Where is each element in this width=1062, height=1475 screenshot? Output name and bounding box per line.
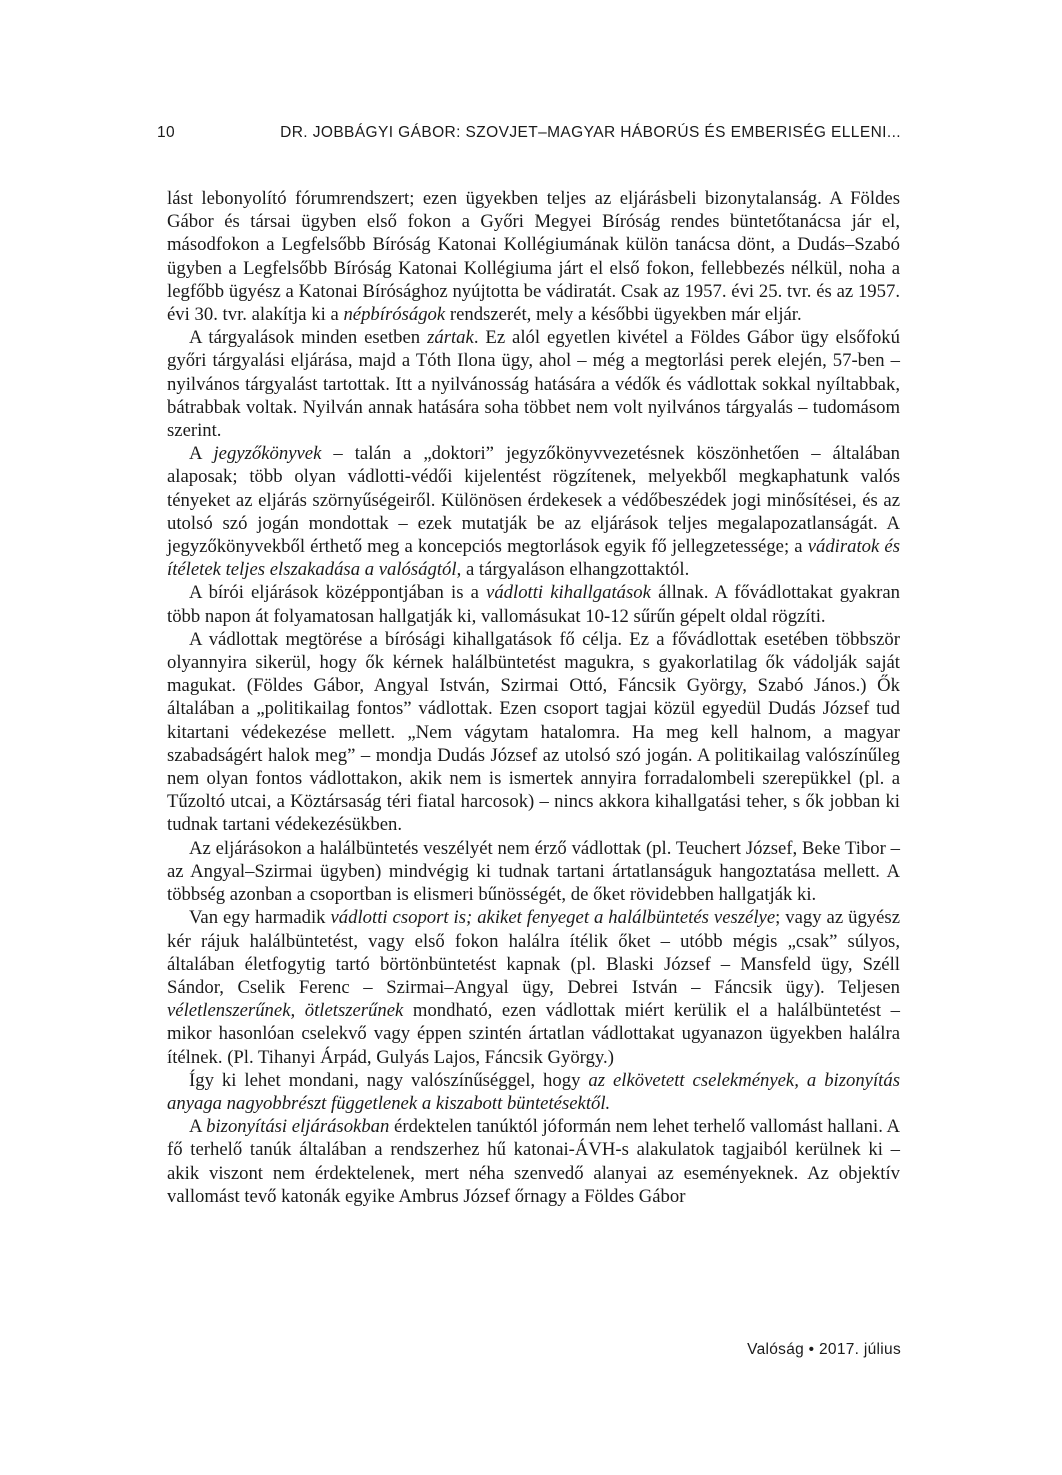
- paragraph: [167, 442, 900, 581]
- text-run: A tárgyalások minden esetben: [189, 327, 428, 349]
- text-run: Van egy harmadik: [189, 907, 331, 929]
- italic-text: népbíróságok: [343, 304, 446, 326]
- italic-text: bizonyítási eljárásokban: [206, 1116, 390, 1138]
- paragraph: [167, 837, 900, 907]
- paragraph: [167, 187, 900, 326]
- text-run: mondható, ezen vádlottak miért kerülik el a halálbüntetést – mikor hasonlóan cselekvő vagy éppen szintén ártatlan vádlottakat ugyanazon ügyekben halálra ítélnek. (Pl. Tihanyi Árpád, Gulyás Lajos, Fáncsik György.): [167, 1000, 900, 1068]
- text-run: rendszerét, mely a későbbi ügyekben már eljár.: [445, 304, 802, 326]
- text-run: , a tárgyaláson elhangzottaktól.: [456, 559, 690, 581]
- text-run: – talán a „doktori” jegyzőkönyvvezetésnek köszönhetően – általában alaposak; több olyan vádlotti-védői kijelentést rögzítenek, melyekből megkaphatunk valós tényeket az eljárás szörnyűségeiről. Különösen érdekesek a védőbeszédek jogi minősítései, és az utolsó szó jogán mondottak – ezek mutatják be az eljárások teljes megalapozatlanságát. A jegyzőkönyvekből érthető meg a koncepciós megtorlások egyik fő jellegzetessége; a: [167, 443, 900, 558]
- italic-text: vádiratok és ítéletek teljes elszakadása a valóságtól: [167, 536, 900, 581]
- paragraph: [167, 581, 900, 627]
- text-run: A: [189, 1116, 207, 1138]
- text-run: állnak. A fővádlottakat gyakran több napon át folyamatosan hallgatják ki, vallomásukat 10-12 sűrűn gépelt oldal rögzíti.: [167, 582, 900, 627]
- article-body: [167, 187, 900, 1208]
- paragraph: [167, 1115, 900, 1208]
- text-run: érdektelen tanúktól jóformán nem lehet terhelő vallomást hallani. A fő terhelő tanúk általában a rendszerhez hű katonai-ÁVH-s alakulatok tagjaiból kerülnek ki – akik viszont nem érdektelenek, mert néha szenvedő alanyai az eseményeknek. Az objektív vallomást tevő katonák egyike Ambrus József őrnagy a Földes Gábor: [167, 1116, 901, 1207]
- page-number: 10: [157, 124, 176, 141]
- text-run: . Ez alól egyetlen kivétel a Földes Gábor ügy elsőfokú győri tárgyalási eljárása, majd a Tóth Ilona ügy, ahol – még a megtorlási perek elején, 57-ben – nyilvános tárgyalást tartottak. Itt a nyilvánosság hatására a védők és vádlottak sokkal nyíltabbak, bátrabbak voltak. Nyilván annak hatására soha többet nem volt nyilvános tárgyalás – tudomásom szerint.: [167, 327, 900, 442]
- text-run: Az eljárásokon a halálbüntetés veszélyét nem érző vádlottak (pl. Teuchert József, Beke Tibor – az Angyal–Szirmai ügyben) mindvégig ki tudnak tartani ártatlanságuk hangoztatása mellett. A többség azonban a csoportban is elismeri bűnösségét, de őket rövidebben hallgatják ki.: [167, 837, 900, 906]
- italic-text: vádlotti kihallgatások: [486, 582, 651, 604]
- running-title: DR. JOBBÁGYI GÁBOR: SZOVJET–MAGYAR HÁBORÚS ÉS EMBERISÉG ELLENI...: [280, 124, 901, 141]
- text-run: Így ki lehet mondani, nagy valószínűséggel, hogy: [189, 1069, 589, 1091]
- paragraph: [167, 326, 900, 442]
- text-run: A vádlottak megtörése a bírósági kihallgatások fő célja. Ez a fővádlottak esetében többször olyannyira sikerül, hogy ők kérnek halálbüntetést magukra, s gyakorlatilag ők vádolják saját magukat. (Földes Gábor, Angyal István, Szirmai Ottó, Fáncsik György, Szabó János.) Ők általában a „politikailag fontos” vádlottak. Ezen csoport tagjai közül egyedül Dudás József tud kitartani védekezése mellett. „Nem vágytam hatalomra. Ha meg kell halnom, a magyar szabadságért halok meg” – mondja Dudás József az utolsó szó jogán. A politikailag valószínűleg nem olyan fontos vádlottakon, akik nem is ismertek annyira forradalombeli szerepükkel (pl. a Tűzoltó utcai, a Köztársaság téri fiatal harcosok) – nincs akkora kihallgatási teher, s ők jobban ki tudnak tartani védekezésükben.: [167, 628, 900, 836]
- italic-text: zártak: [427, 327, 474, 349]
- italic-text: vádlotti csoport is; akiket fenyeget a halálbüntetés veszélye: [330, 907, 776, 929]
- text-run: ; vagy az ügyész kér rájuk halálbüntetést, vagy első fokon halálra ítélik őket – utóbb mégis „csak” súlyos, általában életfogytig tartó börtönbüntetést kapnak (pl. Blaski József – Mansfeld ügy, Széll Sándor, Cselik Ferenc – Szirmai–Angyal ügy, Debrei István – Fáncsik ügy). Teljesen: [167, 907, 900, 998]
- paragraph: [167, 628, 900, 837]
- paragraph: [167, 1069, 900, 1115]
- text-run: lást lebonyolító fórumrendszert; ezen ügyekben teljes az eljárásbeli bizonytalanság. A Földes Gábor és társai ügyben első fokon a Győri Megyei Bíróság rendes büntetőtanácsa jár el, másodfokon a Legfelsőbb Bíróság Katonai Kollégiumának külön tanácsa dönt, a Dudás–Szabó ügyben a Legfelsőbb Bíróság Katonai Kollégiuma járt el első fokon, fellebbezés nélkül, noha a legfőbb ügyész a Katonai Bírósághoz nyújtotta be vádiratát. Csak az 1957. évi 25. tvr. és az 1957. évi 30. tvr. alakítja ki a: [167, 188, 900, 326]
- text-run: A: [189, 443, 214, 465]
- italic-text: az elkövetett cselekmények, a bizonyítás anyaga nagyobbrészt függetlenek a kiszabott büntetésektől.: [167, 1069, 900, 1114]
- italic-text: véletlenszerűnek, ötletszerűnek: [167, 1000, 404, 1022]
- text-run: A bírói eljárások középpontjában is a: [189, 582, 487, 604]
- paragraph: [167, 906, 900, 1068]
- italic-text: jegyzőkönyvek: [213, 443, 322, 465]
- page-footer: Valóság • 2017. július: [747, 1341, 901, 1358]
